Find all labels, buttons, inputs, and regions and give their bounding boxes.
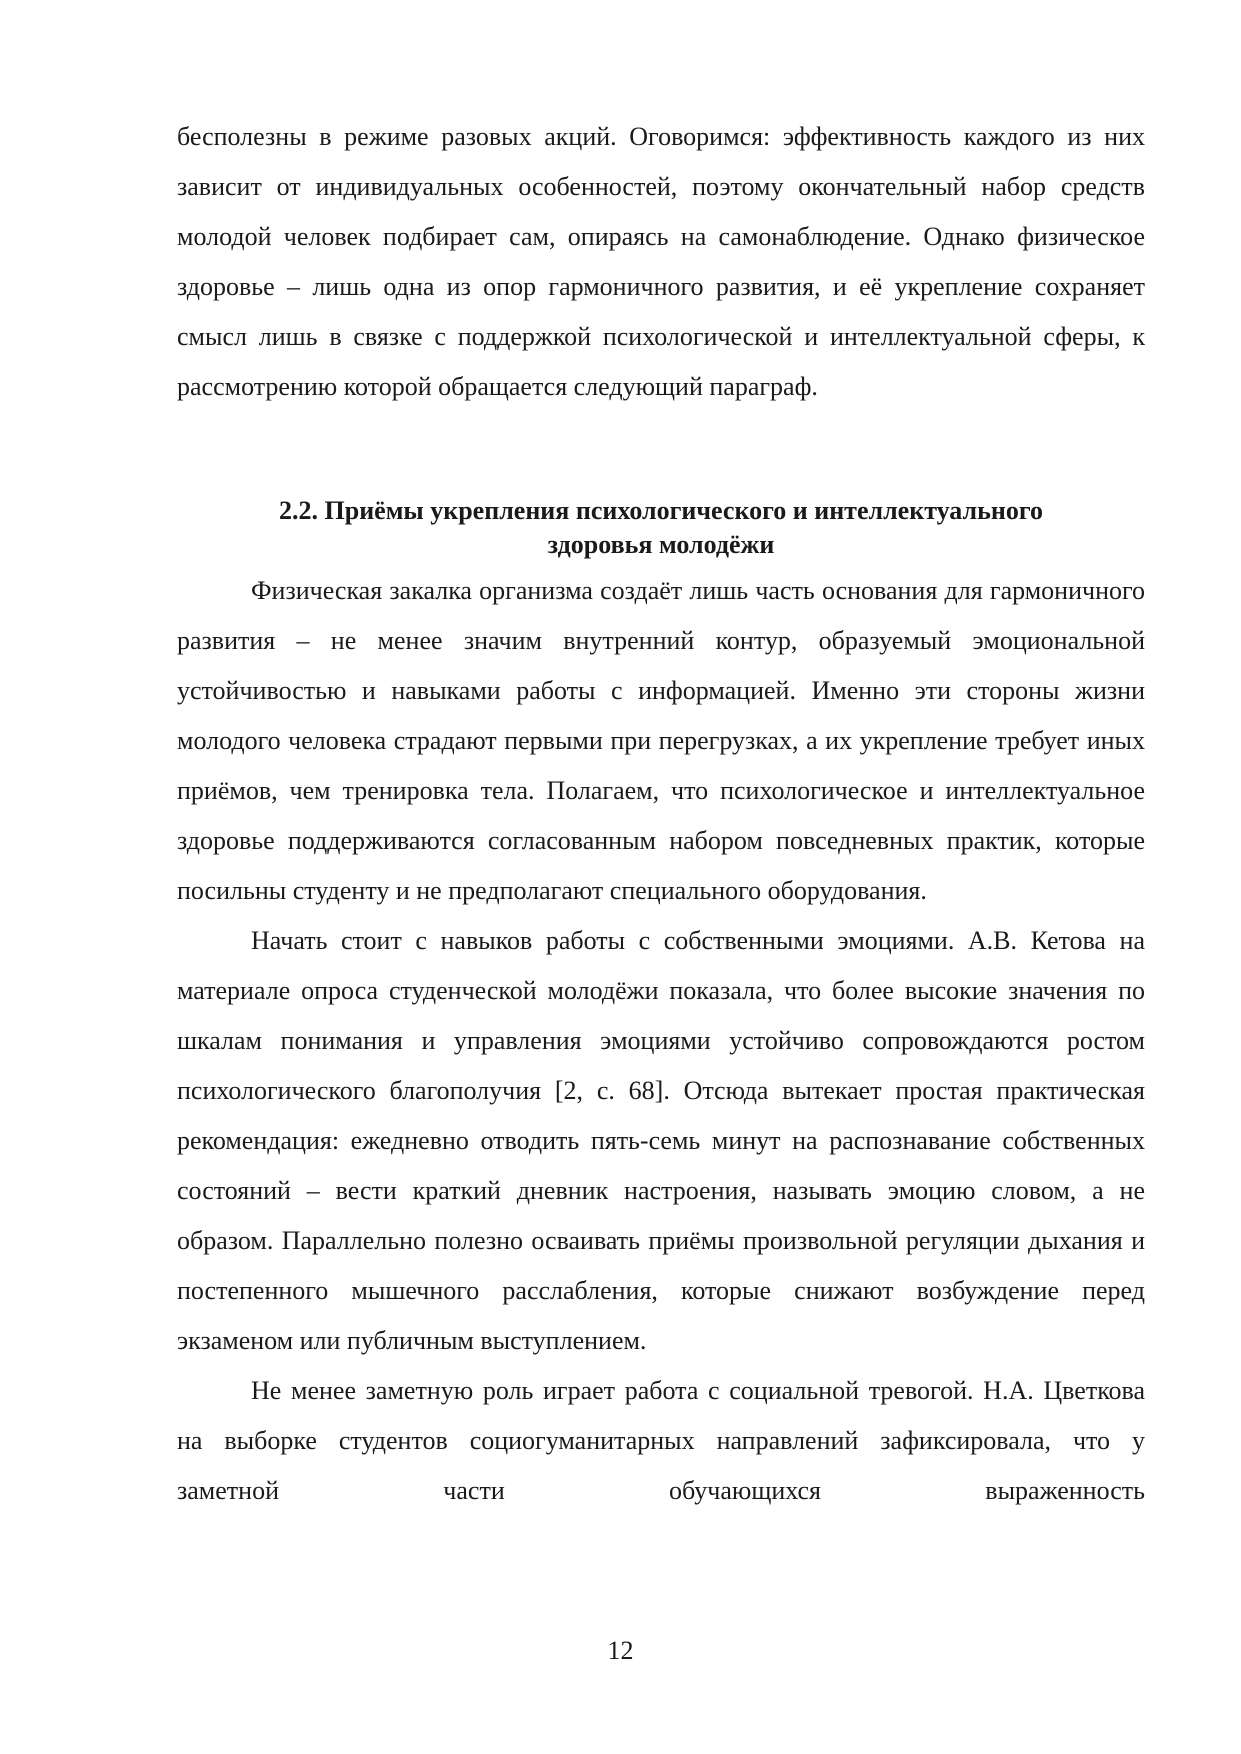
body-paragraph-1: Физическая закалка организма создаёт лишь часть основания для гармоничного развития – не менее значим внутренний контур, образуемый эмоциональной устойчивостью и навыками работы с информацией. Именно эти стороны жизни молодого человека страдают первыми при перегрузках, а их укрепление требует иных приёмов, чем тренировка тела. Полагаем, что психологическое и интеллектуальное здоровье поддерживаются согласованным набором повседневных практик, которые посильны студенту и не предполагают специального оборудования. bbox=[177, 576, 1145, 905]
section-heading-line-2: здоровья молодёжи bbox=[547, 530, 775, 559]
section-body bbox=[177, 566, 1145, 1516]
intro-text-block bbox=[177, 112, 1145, 412]
section-heading-line-1: 2.2. Приёмы укрепления психологического и интеллектуального bbox=[279, 496, 1043, 525]
body-paragraph-3: Не менее заметную роль играет работа с социальной тревогой. Н.А. Цветкова на выборке студентов социогуманитарных направлений зафиксировала, что у заметной части обучающихся выраженность bbox=[177, 1376, 1145, 1505]
body-paragraph-2: Начать стоит с навыков работы с собственными эмоциями. А.В. Кетова на материале опроса студенческой молодёжи показала, что более высокие значения по шкалам понимания и управления эмоциями устойчиво сопровождаются ростом психологического благополучия [2, с. 68]. Отсюда вытекает простая практическая рекомендация: ежедневно отводить пять-семь минут на распознавание собственных состояний – вести краткий дневник настроения, называть эмоцию словом, а не образом. Параллельно полезно осваивать приёмы произвольной регуляции дыхания и постепенного мышечного расслабления, которые снижают возбуждение перед экзаменом или публичным выступлением. bbox=[177, 926, 1145, 1355]
section-heading bbox=[177, 494, 1145, 562]
intro-paragraph: бесполезны в режиме разовых акций. Оговоримся: эффективность каждого из них зависит от индивидуальных особенностей, поэтому окончательный набор средств молодой человек подбирает сам, опираясь на самонаблюдение. Однако физическое здоровье – лишь одна из опор гармоничного развития, и её укрепление сохраняет смысл лишь в связке с поддержкой психологической и интеллектуальной сферы, к рассмотрению которой обращается следующий параграф. bbox=[177, 122, 1145, 401]
page-number: 12 bbox=[607, 1636, 634, 1665]
